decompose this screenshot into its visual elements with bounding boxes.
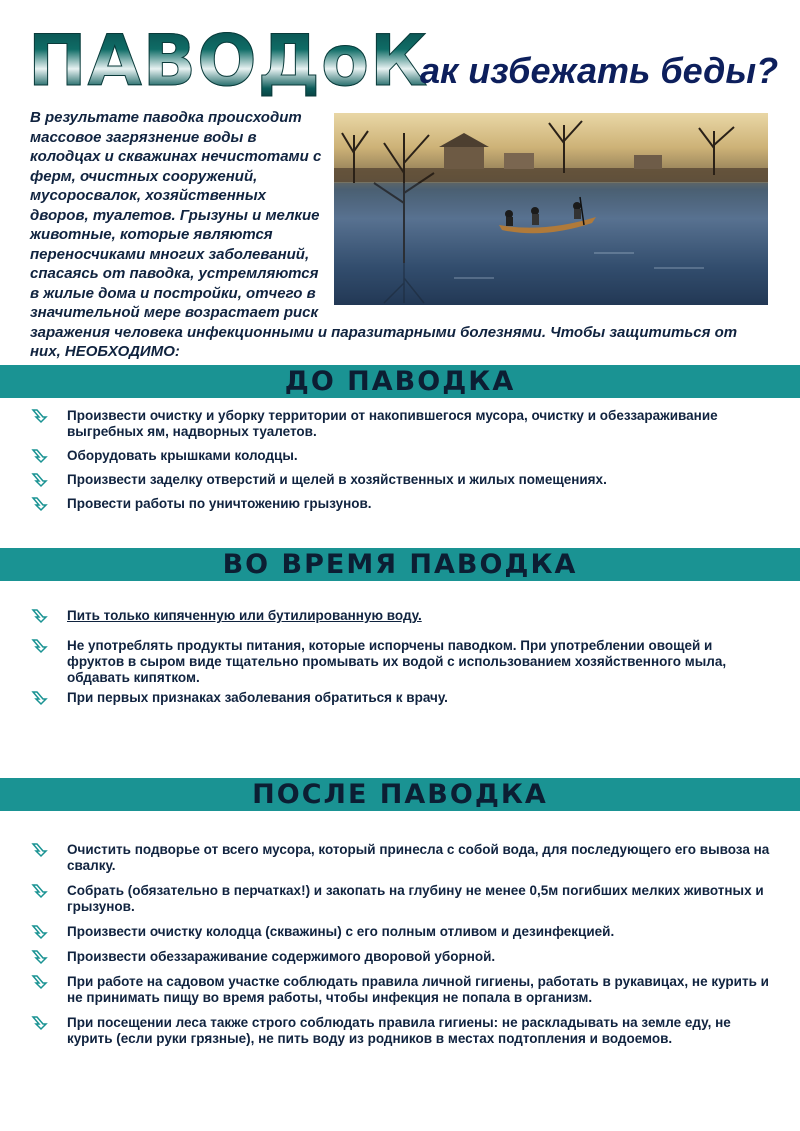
page-title [28, 20, 788, 102]
arrow-bullet-icon [30, 408, 48, 424]
list-item: Не употреблять продукты питания, которые испорчены паводком. При употреблении овощей и фруктов в сыром виде тщательно промывать их водой с использованием хозяйственного мыла, обдавать кипятком. [30, 638, 770, 686]
list-item: При посещении леса также строго соблюдать правила гигиены: не раскладывать на земле еду, не курить (если руки грязные), не пить воду из родников в местах подтопления и водоемов. [30, 1015, 770, 1047]
list-item: Произвести заделку отверстий и щелей в хозяйственных и жилых помещениях. [30, 472, 770, 488]
intro-paragraph [30, 108, 750, 362]
section-title-before: ДО ПАВОДКА [284, 366, 516, 397]
list-item: При первых признаках заболевания обратиться к врачу. [30, 690, 770, 706]
title-rest: ак избежать беды? [420, 50, 779, 91]
section-list-before [30, 408, 770, 520]
arrow-bullet-icon [30, 924, 48, 940]
arrow-bullet-icon [30, 974, 48, 990]
arrow-bullet-icon [30, 883, 48, 899]
arrow-bullet-icon [30, 842, 48, 858]
section-list-after [30, 842, 770, 1056]
arrow-bullet-icon [30, 608, 48, 624]
arrow-bullet-icon [30, 448, 48, 464]
section-title-after: ПОСЛЕ ПАВОДКА [252, 779, 548, 810]
list-item: Собрать (обязательно в перчатках!) и закопать на глубину не менее 0,5м погибших мелких животных и грызунов. [30, 883, 770, 915]
list-item: Оборудовать крышками колодцы. [30, 448, 770, 464]
arrow-bullet-icon [30, 1015, 48, 1031]
arrow-bullet-icon [30, 472, 48, 488]
list-item: Произвести очистку и уборку территории от накопившегося мусора, очистку и обеззараживание выгребных ям, надворных туалетов. [30, 408, 770, 440]
list-item: Пить только кипяченную или бутилированную воду. [30, 608, 770, 624]
section-list-during [30, 608, 770, 710]
list-item: При работе на садовом участке соблюдать правила личной гигиены, работать в рукавицах, не курить и не принимать пищу во время работы, чтобы инфекция не попала в организм. [30, 974, 770, 1006]
arrow-bullet-icon [30, 949, 48, 965]
arrow-bullet-icon [30, 690, 48, 706]
arrow-bullet-icon [30, 638, 48, 654]
list-item: Произвести очистку колодца (скважины) с его полным отливом и дезинфекцией. [30, 924, 770, 940]
arrow-bullet-icon [30, 496, 48, 512]
title-big-word: ПАВОДоК [28, 20, 429, 102]
section-title-during: ВО ВРЕМЯ ПАВОДКА [222, 549, 578, 580]
list-item: Провести работы по уничтожению грызунов. [30, 496, 770, 512]
intro-text: В результате паводка происходит массовое загрязнение воды в колодцах и скважинах нечистотами с ферм, очистных сооружений, мусоросвалок, хозяйственных дворов, туалетов. Грызуны и мелкие животные, которые являются переносчиками многих заболеваний, спасаясь от паводка, устремляются в жилые дома и постройки, отчего в значительной мере возрастает риск заражения человека инфекционными и паразитарными болезнями. Чтобы защититься от них, НЕОБХОДИМО: [30, 109, 738, 360]
list-item: Очистить подворье от всего мусора, который принесла с собой вода, для последующего его вывоза на свалку. [30, 842, 770, 874]
flood-photo [334, 113, 768, 305]
list-item: Произвести обеззараживание содержимого дворовой уборной. [30, 949, 770, 965]
